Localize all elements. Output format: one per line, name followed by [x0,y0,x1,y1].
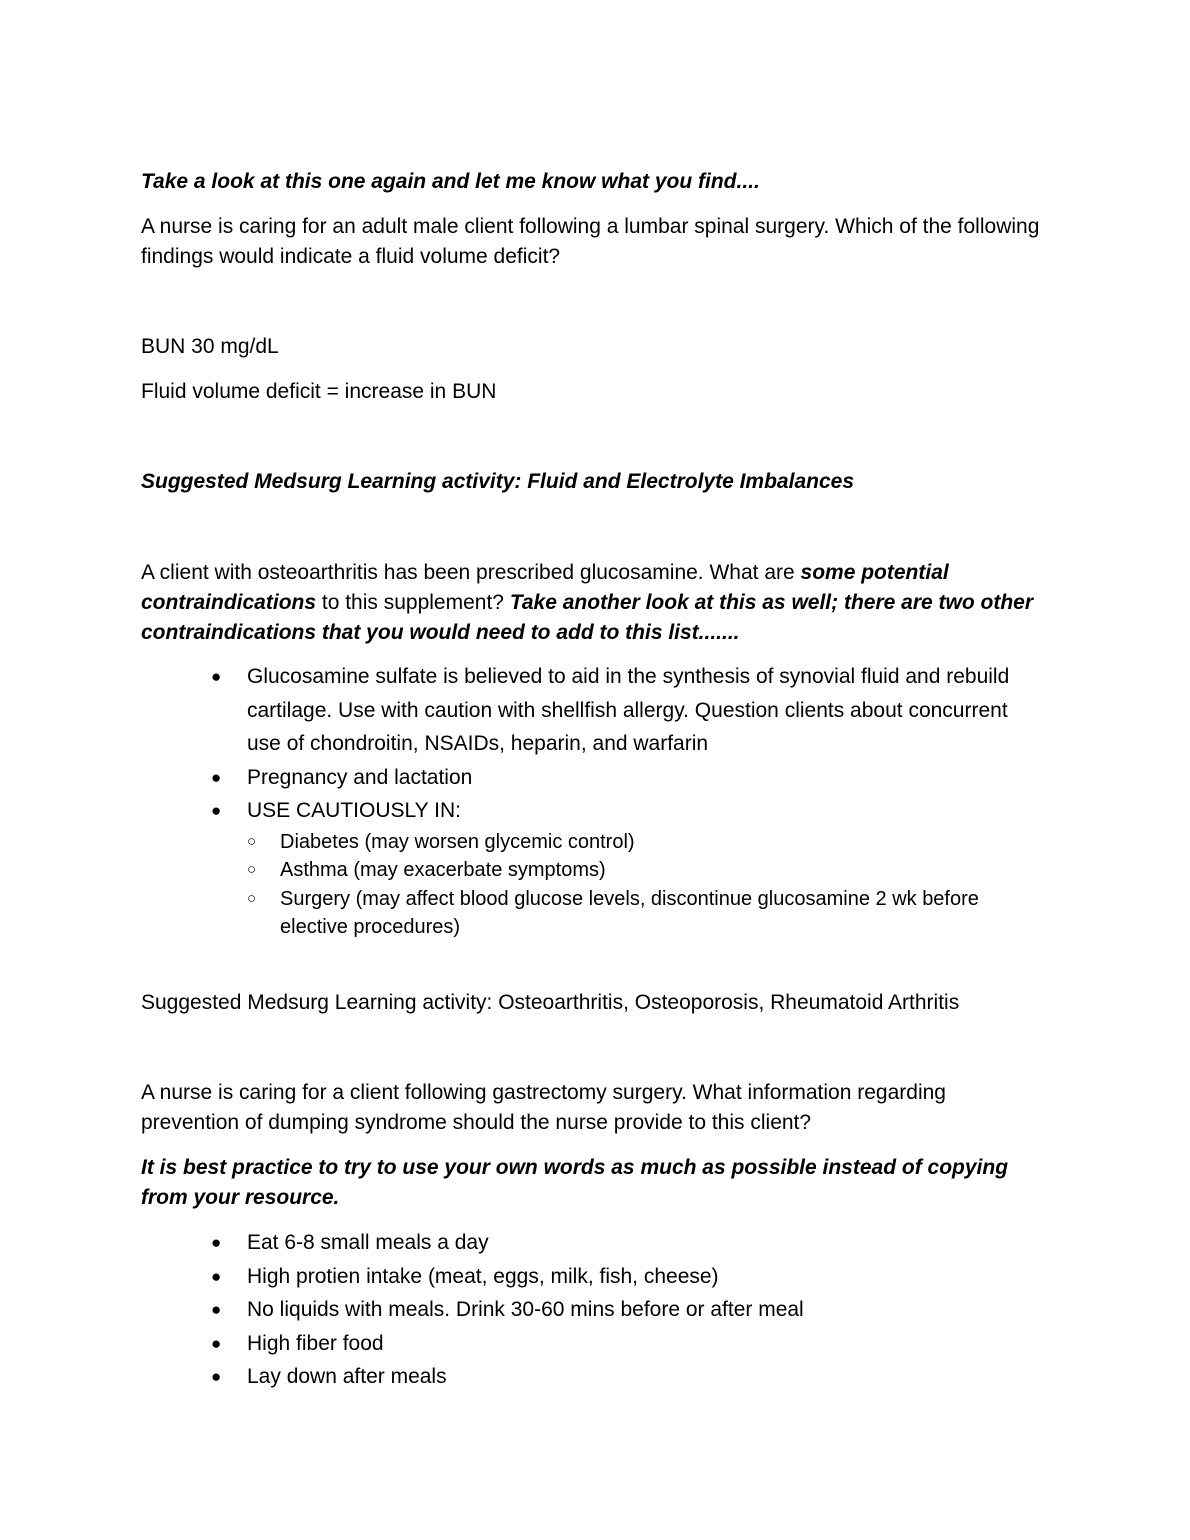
question-glucosamine-emphasis: some potential contraindications [141,561,949,614]
list-item [141,761,1046,795]
sub-list-item-text: Asthma (may exacerbate symptoms) [280,859,606,881]
instructor-feedback: It is best practice to try to use your own words as much as possible instead of copying from your resource. [141,1156,1009,1209]
bullet-icon: ● [211,667,222,686]
sub-list-item-text: Surgery (may affect blood glucose levels, discontinue glucosamine 2 wk before elective procedures) [280,887,979,938]
list-item [141,1360,1046,1394]
list-item-text: Eat 6-8 small meals a day [247,1231,489,1254]
caution-sublist [247,828,1046,942]
list-item-text: Glucosamine sulfate is believed to aid in the synthesis of synovial fluid and rebuild cartilage. Use with caution with shellfish allergy. Question clients about concurrent use of chondroitin, NSAIDs, heparin, and warfarin [247,665,1010,755]
question-dumping-syndrome: A nurse is caring for a client following gastrectomy surgery. What information regarding prevention of dumping syndrome should the nurse provide to this client? [141,1081,946,1134]
bullet-icon: ● [211,1233,222,1252]
bullet-icon: ● [211,1367,222,1386]
question-glucosamine [141,558,1046,648]
list-item-text: Lay down after meals [247,1365,447,1388]
list-item [141,660,1046,761]
list-item [141,794,1046,942]
bullet-icon: ● [211,801,222,820]
question-glucosamine-part-a: A client with osteoarthritis has been prescribed glucosamine. What are [141,561,801,584]
list-item [141,1327,1046,1361]
list-item [141,1226,1046,1260]
list-item-text: Pregnancy and lactation [247,765,473,789]
bullet-icon: ● [211,767,222,787]
sub-list-item-text: Diabetes (may worsen glycemic control) [280,830,635,853]
bullet-icon: ● [211,1300,222,1319]
question-fluid-volume: A nurse is caring for an adult male client following a lumbar spinal surgery. Which of the following findings would indicate a fluid volume deficit? [141,215,1040,268]
circle-bullet-icon: ○ [247,889,257,907]
list-item [141,1293,1046,1327]
sub-list-item [247,856,1046,885]
dumping-prevention-list [141,1226,1046,1394]
sub-list-item [247,885,1046,942]
answer-bun: BUN 30 mg/dL [141,335,279,358]
instructor-prompt-1: Take a look at this one again and let me know what you find.... [141,170,760,193]
bullet-icon: ● [211,1266,222,1286]
question-glucosamine-part-c: to this supplement? [316,591,510,614]
list-item-text: High protien intake (meat, eggs, milk, fish, cheese) [247,1264,719,1288]
circle-bullet-icon: ○ [247,832,257,850]
list-item-text: High fiber food [247,1331,384,1355]
suggested-activity-fluid: Suggested Medsurg Learning activity: Fluid and Electrolyte Imbalances [141,470,854,493]
list-item-text: USE CAUTIOUSLY IN: [247,799,461,822]
list-item-text: No liquids with meals. Drink 30-60 mins before or after meal [247,1298,804,1321]
answer-explanation: Fluid volume deficit = increase in BUN [141,380,497,403]
suggested-activity-osteo: Suggested Medsurg Learning activity: Osteoarthritis, Osteoporosis, Rheumatoid Arthritis [141,991,960,1014]
list-item [141,1260,1046,1294]
contraindications-list [141,660,1046,942]
bullet-icon: ● [211,1333,222,1353]
sub-list-item [247,828,1046,857]
circle-bullet-icon: ○ [247,861,257,878]
instructor-prompt-2: Take another look at this as well; there are two other contraindications that you would need to add to this list....... [141,591,1033,644]
